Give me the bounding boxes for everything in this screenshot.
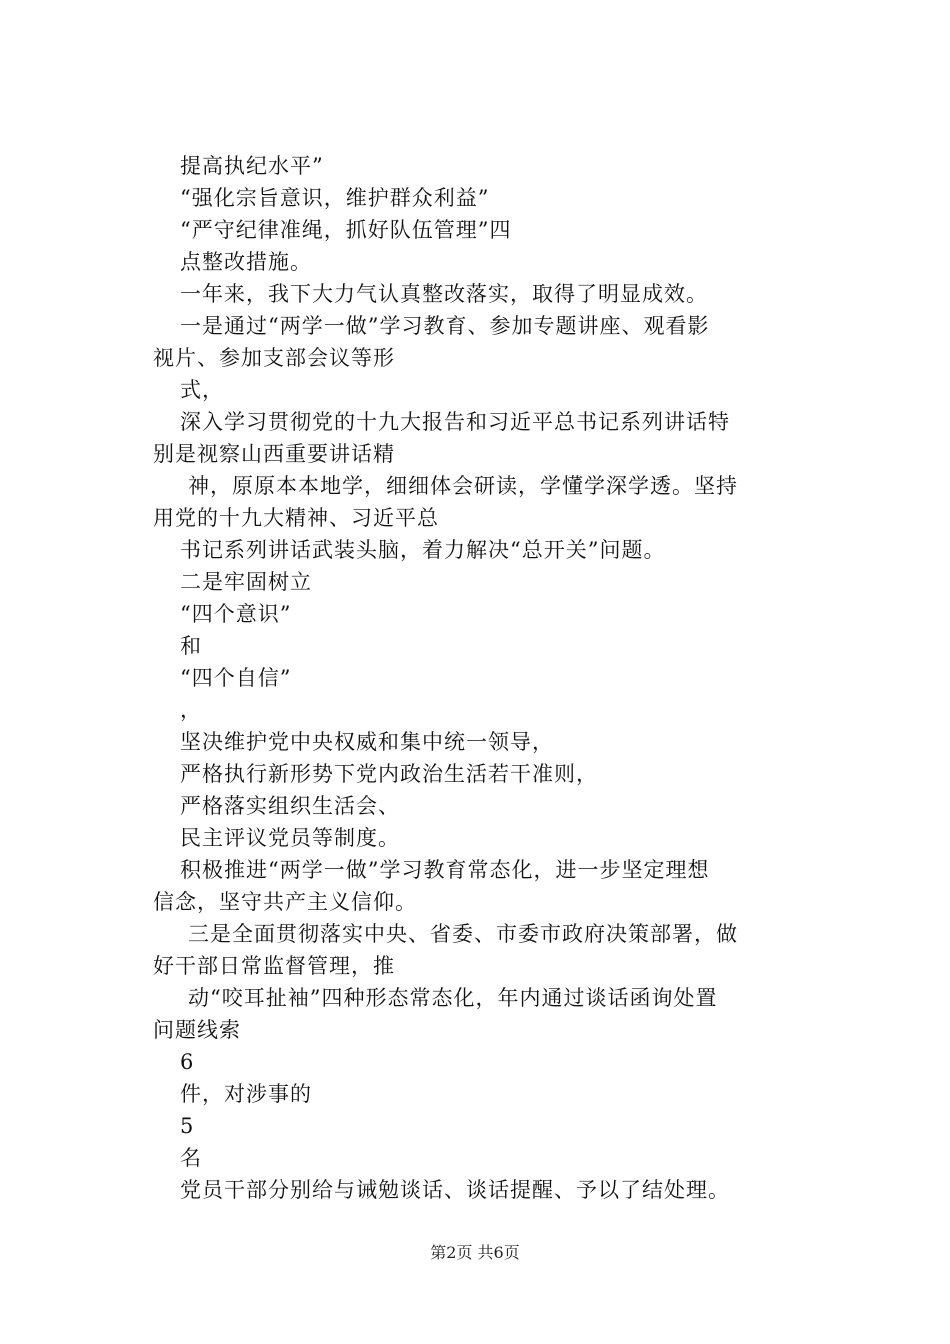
text-line: 式， [180, 378, 224, 402]
text-line: 提高执纪水平” [180, 154, 324, 178]
page-number-label: 第2页 共6页 [430, 1243, 520, 1262]
text-line: 党员干部分别给与诫勉谈话、谈话提醒、予以了结处理。 [180, 1178, 730, 1202]
text-line: 名 [180, 1146, 202, 1170]
text-line: 件，对涉事的 [180, 1082, 312, 1106]
text-line: 视片、参加支部会议等形 [153, 346, 395, 370]
text-line: 神，原原本本地学，细细体会研读，学懂学深学透。坚持 [188, 474, 738, 498]
text-line: 民主评议党员等制度。 [180, 826, 400, 850]
text-line: 5 [180, 1114, 195, 1138]
text-line: “四个意识” [180, 602, 292, 626]
text-line: “严守纪律准绳，抓好队伍管理”四 [180, 218, 512, 242]
text-line: 坚决维护党中央权威和集中统一领导， [180, 730, 554, 754]
text-line: 别是视察山西重要讲话精 [153, 442, 395, 466]
text-line: 用党的十九大精神、习近平总 [153, 506, 439, 530]
text-line: 书记系列讲话武装头脑，着力解决“总开关”问题。 [180, 538, 666, 562]
text-line: 6 [180, 1050, 195, 1074]
page-footer [0, 1240, 950, 1263]
text-line: 严格执行新形势下党内政治生活若干准则， [180, 762, 598, 786]
text-line: 一是通过“两学一做”学习教育、参加专题讲座、观看影 [180, 314, 710, 338]
text-line: 点整改措施。 [180, 250, 312, 274]
text-line: 信念，坚守共产主义信仰。 [153, 890, 417, 914]
text-line: 一年来，我下大力气认真整改落实，取得了明显成效。 [180, 282, 708, 306]
text-line: 三是全面贯彻落实中央、省委、市委市政府决策部署，做 [188, 922, 738, 946]
text-line: 严格落实组织生活会、 [180, 794, 400, 818]
text-line: 动“咬耳扯袖”四种形态常态化，年内通过谈话函询处置 [188, 986, 718, 1010]
text-line: 好干部日常监督管理，推 [153, 954, 395, 978]
document-body [153, 150, 830, 1206]
text-line: 和 [180, 634, 202, 658]
text-line: “强化宗旨意识，维护群众利益” [180, 186, 490, 210]
text-line: “四个自信” [180, 666, 292, 690]
text-line: 二是牢固树立 [180, 570, 312, 594]
text-line: 问题线索 [153, 1018, 241, 1042]
text-line: 深入学习贯彻党的十九大报告和习近平总书记系列讲话特 [180, 410, 730, 434]
text-line: 积极推进“两学一做”学习教育常态化，进一步坚定理想 [180, 858, 710, 882]
text-line: ， [180, 698, 202, 722]
paragraph [180, 310, 830, 342]
